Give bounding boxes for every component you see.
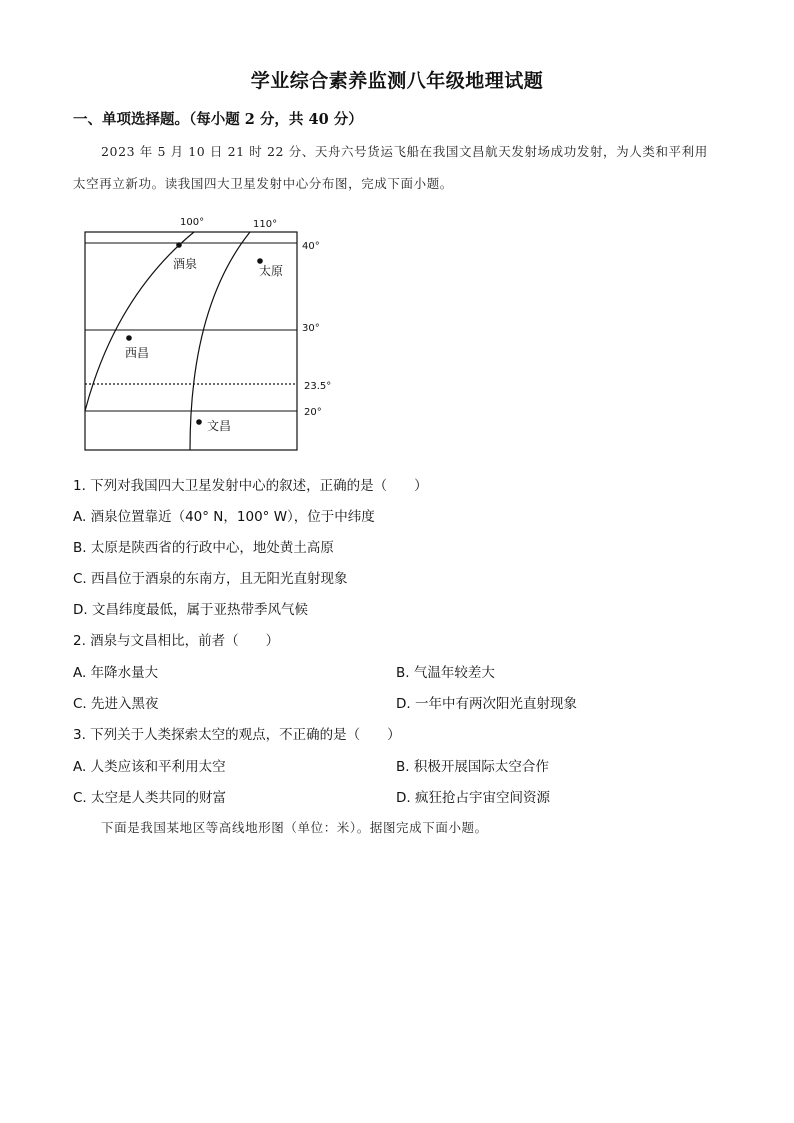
- question-2-option-b: B. 气温年较差大: [396, 665, 495, 681]
- page-title: 学业综合素养监测八年级地理试题: [250, 70, 544, 92]
- question-1-option-b: B. 太原是陕西省的行政中心，地处黄土高原: [73, 540, 334, 556]
- site-marker-xichang: [126, 335, 132, 341]
- site-label-taiyuan: 太原: [259, 264, 284, 278]
- site-marker-wenchang: [196, 419, 202, 425]
- question-2-option-c: C. 先进入黑夜: [73, 696, 159, 712]
- longitude-label-110: 110°: [253, 219, 278, 230]
- question-3-option-b: B. 积极开展国际太空合作: [396, 759, 549, 775]
- question-3-option-a: A. 人类应该和平利用太空: [73, 759, 226, 775]
- intro-paragraph-line-1: 2023 年 5 月 10 日 21 时 22 分、天舟六号货运飞船在我国文昌航天发射场成功发射，为人类和平利用: [101, 144, 708, 159]
- question-1-option-a: A. 酒泉位置靠近（40° N，100° W），位于中纬度: [73, 509, 375, 525]
- site-label-xichang: 西昌: [125, 346, 150, 360]
- intro-paragraph-2: 下面是我国某地区等高线地形图（单位：米）。据图完成下面小题。: [101, 820, 488, 835]
- latitude-label-40: 40°: [302, 241, 320, 252]
- site-label-wenchang: 文昌: [207, 419, 232, 433]
- site-marker-jiuquan: [176, 242, 182, 248]
- question-2-option-d: D. 一年中有两次阳光直射现象: [396, 696, 577, 712]
- latitude-label-20: 20°: [304, 407, 322, 418]
- question-1-option-c: C. 西昌位于酒泉的东南方，且无阳光直射现象: [73, 571, 348, 587]
- latitude-label-30: 30°: [302, 323, 320, 334]
- intro-paragraph-line-2: 太空再立新功。读我国四大卫星发射中心分布图，完成下面小题。: [73, 176, 453, 191]
- section-heading: 一、单项选择题。（每小题 2 分，共 40 分）: [73, 111, 363, 128]
- question-1-stem: 1. 下列对我国四大卫星发射中心的叙述，正确的是（ ）: [73, 478, 428, 494]
- question-2-option-a: A. 年降水量大: [73, 665, 159, 681]
- latitude-label-23-5: 23.5°: [304, 381, 332, 392]
- question-3-stem: 3. 下列关于人类探索太空的观点，不正确的是（ ）: [73, 727, 401, 743]
- launch-center-map: [80, 212, 340, 456]
- question-2-stem: 2. 酒泉与文昌相比，前者（ ）: [73, 633, 280, 649]
- site-label-jiuquan: 酒泉: [173, 257, 198, 271]
- longitude-label-100: 100°: [180, 217, 205, 228]
- site-marker-taiyuan: [257, 258, 263, 264]
- longitude-line-110: [190, 232, 250, 450]
- question-3-option-d: D. 疯狂抢占宇宙空间资源: [396, 790, 550, 806]
- question-3-option-c: C. 太空是人类共同的财富: [73, 790, 227, 806]
- question-1-option-d: D. 文昌纬度最低，属于亚热带季风气候: [73, 602, 308, 618]
